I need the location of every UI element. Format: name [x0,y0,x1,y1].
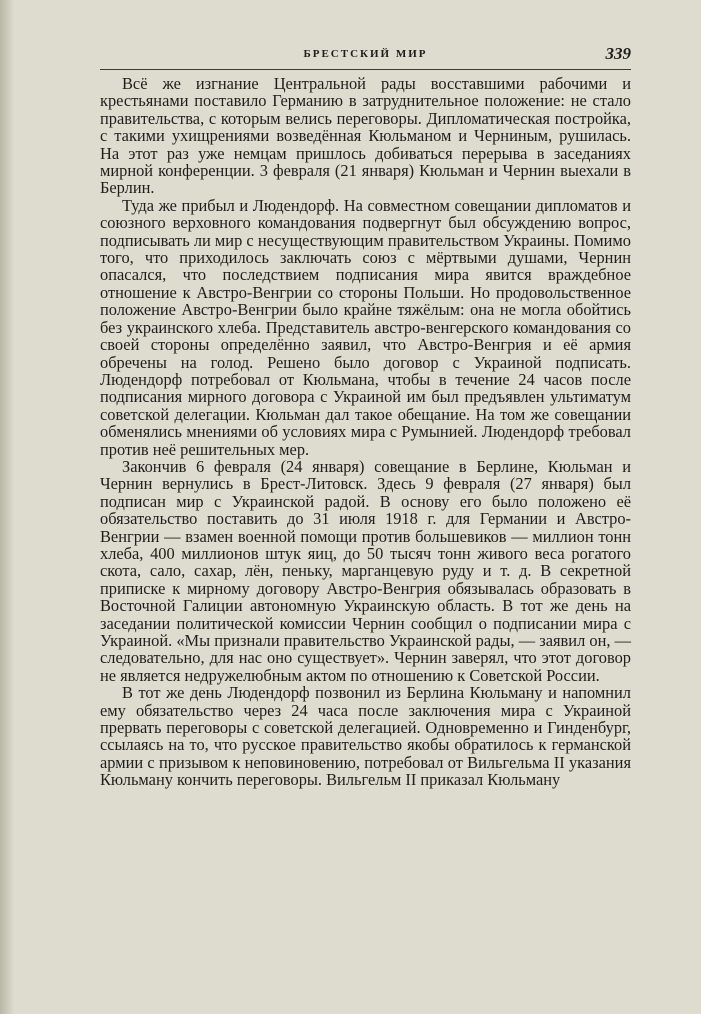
paragraph: Закончив 6 февраля (24 января) совещание в Берлине, Кюльман и Чернин вернулись в Брест-Литовск. Здесь 9 февраля (27 января) был подписан мир с Украинской радой. В основу его было положено её обязательство поставить до 31 июля 1918 г. для Германии и Австро-Венгрии — взамен военной помощи против большевиков — миллион тонн хлеба, 400 миллионов штук яиц, до 50 тысяч тонн живого веса рогатого скота, сало, сахар, лён, пеньку, марганцевую руду и т. д. В секретной приписке к мирному договору Австро-Венгрия обязывалась образовать в Восточной Галиции автономную Украинскую область. В тот же день на заседании политической комиссии Чернин сообщил о подписании мира с Украиной. «Мы признали правительство Украинской рады, — заявил он, — следовательно, для нас оно существует». Чернин заверял, что этот договор не является недружелюбным актом по отношению к Советской России. [100,456,631,685]
paragraph: Всё же изгнание Центральной рады восставшими рабочими и крестьянами поставило Германию в затруднительное положение: не стало правительства, с которым велись переговоры. Дипломатическая постройка, с такими ухищрениями возведённая Кюльманом и Черниным, рушилась. На этот раз уже немцам пришлось добиваться перерыва в заседаниях мирной конференции. 3 февраля (21 января) Кюльман и Чернин выехали в Берлин. [100,74,631,198]
paragraph: В тот же день Людендорф позвонил из Берлина Кюльману и напомнил ему обязательство через 24 часа после заключения мира с Украиной прервать переговоры с советской делегацией. Одновременно и Гинденбург, ссылаясь на то, что русское правительство якобы обратилось к германской армии с призывом к неповиновению, потребовал от Вильгельма II указания Кюльману кончить переговоры. Вильгельм II приказал Кюльману [100,683,631,790]
body-text [100,75,631,789]
running-head: БРЕСТСКИЙ МИР [303,48,428,60]
page-header [100,44,631,68]
header-rule [100,69,631,70]
page-number: 339 [605,44,631,63]
paragraph: Туда же прибыл и Людендорф. На совместном совещании дипломатов и союзного верховного командования подвергнут был обсуждению вопрос, подписывать ли мир с несуществующим правительством Украины. Помимо того, что приходилось заключать союз с мёртвыми душами, Чернин опасался, что последствием подписания мира явится враждебное отношение к Австро-Венгрии со стороны Польши. Но продовольственное положение Австро-Венгрии было крайне тяжёлым: она не могла обойтись без украинского хлеба. Представитель австро-венгерского командования со своей стороны определённо заявил, что Австро-Венгрия и её армия обречены на голод. Решено было договор с Украиной подписать. Людендорф потребовал от Кюльмана, чтобы в течение 24 часов после подписания мирного договора с Украиной им был предъявлен ультиматум советской делегации. Кюльман дал такое обещание. На том же совещании обменялись мнениями об условиях мира с Румынией. Людендорф требовал против неё решительных мер. [100,195,631,459]
page-spine-shadow [0,0,14,1014]
